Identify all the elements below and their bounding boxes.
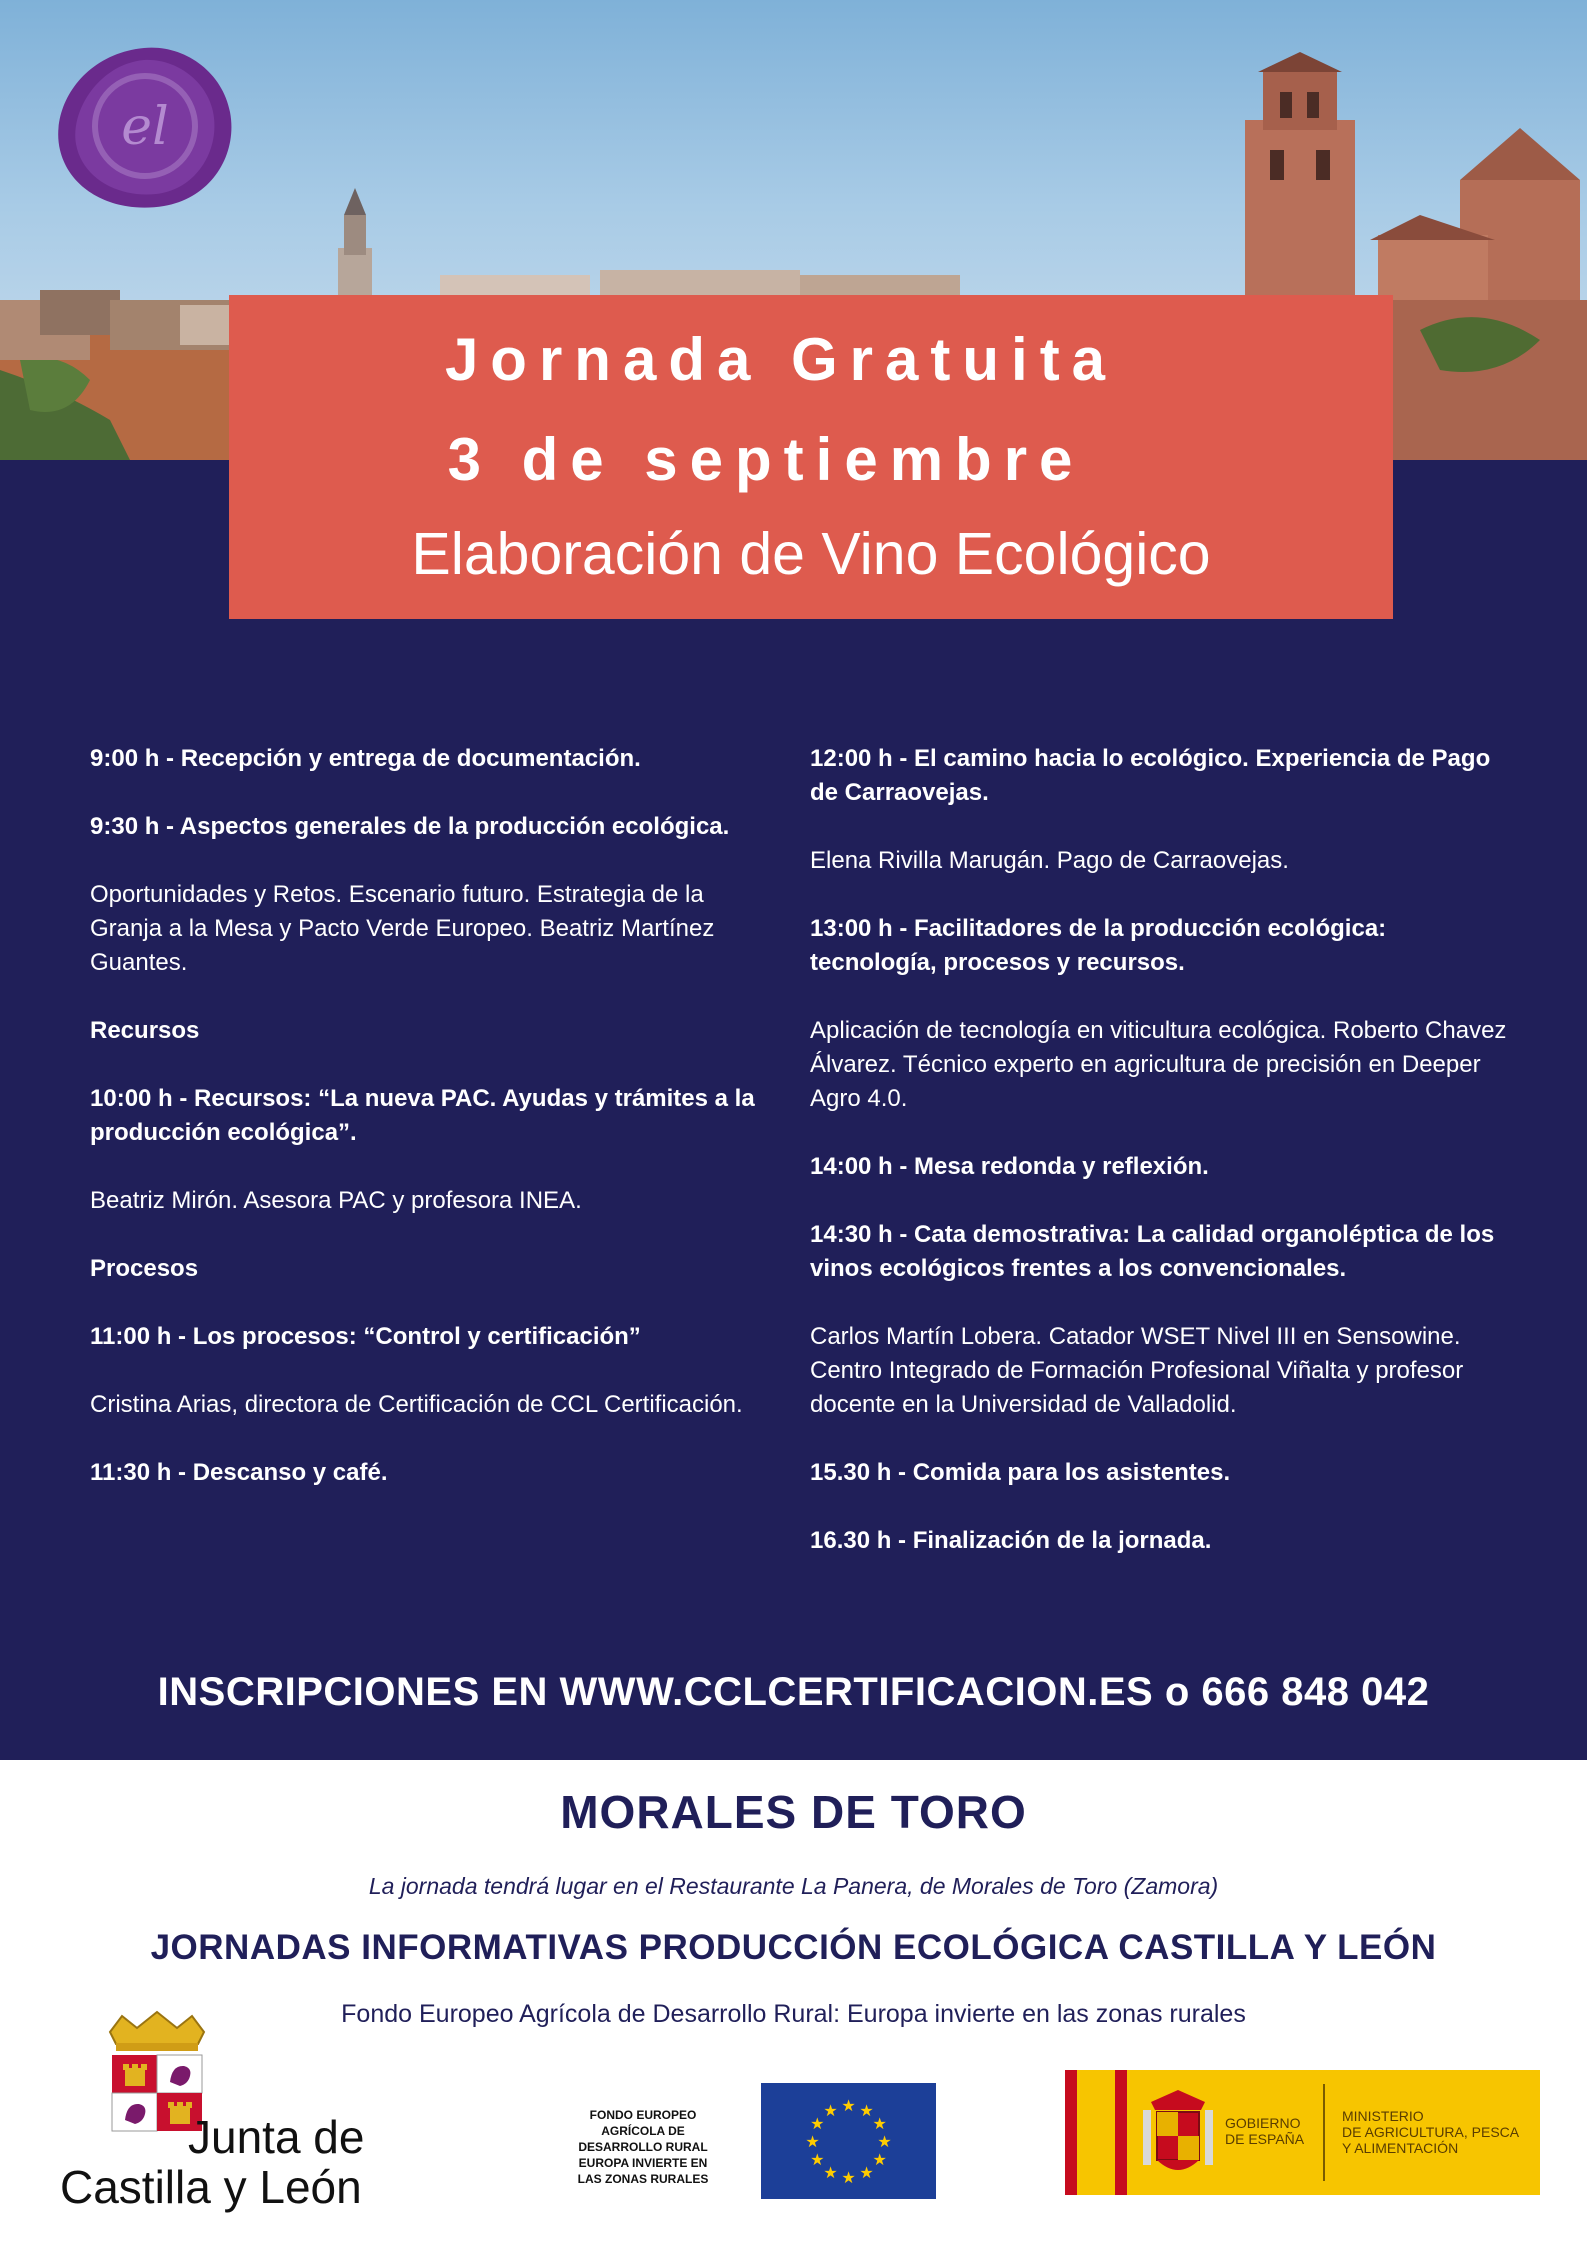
- seal-monogram: el: [121, 97, 169, 157]
- junta-castilla-leon-logo: [60, 2010, 420, 2213]
- eu-star-icon: ★: [805, 2134, 820, 2151]
- programme-item-detail: Elena Rivilla Marugán. Pago de Carraovejas.: [810, 847, 1289, 874]
- programme-item-heading: 11:00 h - Los procesos: “Control y certificación”: [90, 1323, 641, 1350]
- location-heading: MORALES DE TORO: [560, 1786, 1027, 1838]
- programme-item-detail: Oportunidades y Retos. Escenario futuro. Estrategia de la Granja a la Mesa y Pacto Verde Europeo. Beatriz Martínez Guantes.: [90, 881, 715, 976]
- eu-star-icon: ★: [872, 2116, 887, 2133]
- programme-item-heading: 9:00 h - Recepción y entrega de documentación.: [90, 745, 641, 772]
- feader-label-line: AGRÍCOLA DE: [601, 2124, 685, 2138]
- junta-wordmark: [60, 2112, 420, 2212]
- programme-item-heading: 14:00 h - Mesa redonda y reflexión.: [810, 1153, 1209, 1180]
- title-box: [229, 295, 1393, 619]
- eu-star-icon: ★: [872, 2152, 887, 2169]
- feader-label-line: EUROPA INVIERTE EN: [578, 2156, 708, 2170]
- eu-star-icon: ★: [859, 2102, 874, 2120]
- programme-item-heading: 10:00 h - Recursos: “La nueva PAC. Ayudas y trámites a la producción ecológica”.: [90, 1085, 755, 1146]
- eu-star-icon: ★: [810, 2116, 825, 2133]
- feader-label-line: DESARROLLO RURAL: [578, 2140, 708, 2154]
- programme-item-heading: Recursos: [90, 1017, 200, 1044]
- programme-item-detail: Aplicación de tecnología en viticultura ecológica. Roberto Chavez Álvarez. Técnico experto en agricultura de precisión en Deeper Agro 4.0.: [810, 1017, 1507, 1112]
- programme-item-detail: Cristina Arias, directora de Certificación de CCL Certificación.: [90, 1391, 743, 1418]
- title-jornada-gratuita: Jornada Gratuita: [444, 326, 1118, 393]
- programme-item-heading: 9:30 h - Aspectos generales de la producción ecológica.: [90, 813, 730, 840]
- programme-column-left: [90, 742, 770, 1524]
- feader-label-line: FONDO EUROPEO: [589, 2108, 697, 2122]
- ministerio-label-line: MINISTERIO: [1342, 2108, 1424, 2124]
- gobierno-label-line: GOBIERNO: [1225, 2115, 1301, 2131]
- ccl-seal-logo: [52, 42, 237, 212]
- ministerio-label-line: DE AGRICULTURA, PESCA: [1342, 2124, 1520, 2140]
- programme-item-heading: 15.30 h - Comida para los asistentes.: [810, 1459, 1231, 1486]
- programme-item-heading: 11:30 h - Descanso y café.: [90, 1459, 388, 1486]
- eu-star-icon: ★: [841, 2098, 856, 2115]
- ministerio-label: [1342, 2108, 1519, 2156]
- programme-item-heading: 12:00 h - El camino hacia lo ecológico. Experiencia de Pago de Carraovejas.: [810, 745, 1491, 806]
- gobierno-label-line: DE ESPAÑA: [1225, 2131, 1305, 2147]
- programme-item-detail: Carlos Martín Lobera. Catador WSET Nivel III en Sensowine. Centro Integrado de Formación Profesional Viñalta y profesor docente en la Universidad de Valladolid.: [810, 1323, 1464, 1418]
- eu-star-icon: ★: [823, 2102, 838, 2120]
- spain-coat-of-arms-icon: [1137, 2085, 1219, 2180]
- registration-info: INSCRIPCIONES EN WWW.CCLCERTIFICACION.ES o 666 848 042: [157, 1670, 1430, 1714]
- junta-line1: Junta de: [188, 2111, 365, 2163]
- series-heading: JORNADAS INFORMATIVAS PRODUCCIÓN ECOLÓGICA CASTILLA Y LEÓN: [150, 1928, 1437, 1967]
- feader-label-line: LAS ZONAS RURALES: [577, 2172, 709, 2186]
- programme-item-detail: Beatriz Mirón. Asesora PAC y profesora INEA.: [90, 1187, 582, 1214]
- eu-star-icon: ★: [810, 2152, 825, 2169]
- ministerio-label-line: Y ALIMENTACIÓN: [1342, 2140, 1459, 2156]
- eu-star-icon: ★: [841, 2170, 856, 2187]
- programme-item-heading: 14:30 h - Cata demostrativa: La calidad organoléptica de los vinos ecológicos frentes a los convencionales.: [810, 1221, 1495, 1282]
- fund-statement: Fondo Europeo Agrícola de Desarrollo Rural: Europa invierte en las zonas rurales: [341, 2000, 1246, 2028]
- programme-item-heading: Procesos: [90, 1255, 199, 1282]
- eu-star-icon: ★: [859, 2165, 874, 2183]
- venue-note: La jornada tendrá lugar en el Restaurante La Panera, de Morales de Toro (Zamora): [368, 1873, 1219, 1899]
- eu-star-icon: ★: [823, 2165, 838, 2183]
- junta-line2: Castilla y León: [60, 2161, 362, 2213]
- title-subject: Elaboración de Vino Ecológico: [411, 521, 1211, 587]
- programme-item-heading: 16.30 h - Finalización de la jornada.: [810, 1527, 1212, 1554]
- programme-item-heading: 13:00 h - Facilitadores de la producción ecológica: tecnología, procesos y recursos.: [810, 915, 1387, 976]
- gobierno-label: [1225, 2115, 1304, 2147]
- title-date: 3 de septiembre: [447, 426, 1085, 493]
- gobierno-espana-logo: [1065, 2070, 1540, 2195]
- eu-flag-icon: [761, 2083, 936, 2199]
- feader-label: [568, 2107, 718, 2187]
- programme-column-right: [810, 742, 1510, 1592]
- eu-star-icon: ★: [877, 2134, 892, 2151]
